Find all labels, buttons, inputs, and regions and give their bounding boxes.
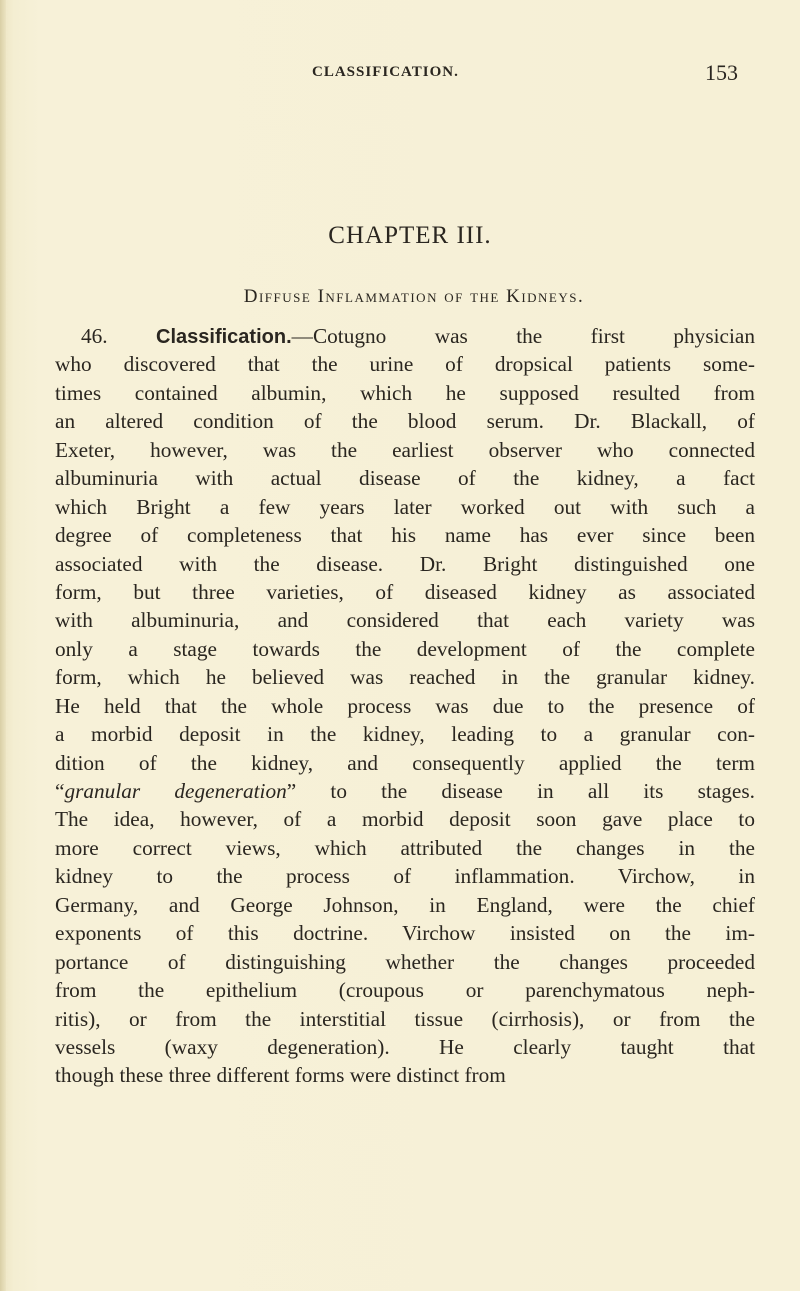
text-line: He held that the whole process was due to the presence of bbox=[55, 693, 755, 718]
running-title: CLASSIFICATION. bbox=[312, 64, 459, 80]
text-line: form, which he believed was reached in the granular kidney. bbox=[55, 665, 755, 690]
text-line: degree of completeness that his name has ever since been bbox=[55, 523, 755, 548]
text-line: albuminuria with actual disease of the kidney, a fact bbox=[55, 466, 755, 491]
chapter-title: CHAPTER III. bbox=[328, 222, 492, 249]
text-line: times contained albumin, which he supposed resulted from bbox=[55, 380, 755, 405]
heading-dash: — bbox=[291, 324, 313, 348]
text-line-italic-term bbox=[55, 777, 755, 805]
text-line: vessels (waxy degeneration). He clearly taught that bbox=[55, 1034, 755, 1059]
text-line: dition of the kidney, and consequently applied the term bbox=[55, 750, 755, 775]
close-quote: ” bbox=[286, 779, 297, 803]
text-line bbox=[55, 322, 755, 350]
text-line: form, but three varieties, of diseased kidney as associated bbox=[55, 579, 755, 604]
text-line: an altered condition of the blood serum. Dr. Blackall, of bbox=[55, 409, 755, 434]
page-number: 153 bbox=[705, 60, 738, 85]
text-line: Exeter, however, was the earliest observer who connected bbox=[55, 437, 755, 462]
text-line: ritis), or from the interstitial tissue (cirrhosis), or from the bbox=[55, 1006, 755, 1031]
page-spine-shadow bbox=[0, 0, 6, 1291]
text-line: kidney to the process of inflammation. Virchow, in bbox=[55, 864, 755, 889]
paragraph-number: 46. bbox=[81, 324, 108, 348]
paragraph-heading: Classification. bbox=[156, 326, 292, 348]
text-line: from the epithelium (croupous or parenchymatous neph- bbox=[55, 978, 755, 1003]
text-line-content: Cotugno was the first physician bbox=[312, 324, 755, 348]
text-line: portance of distinguishing whether the changes proceeded bbox=[55, 949, 755, 974]
text-line: exponents of this doctrine. Virchow insisted on the im- bbox=[55, 921, 755, 946]
text-line: though these three different forms were distinct from bbox=[55, 1063, 506, 1088]
text-line: who discovered that the urine of dropsical patients some- bbox=[55, 352, 755, 377]
running-head bbox=[0, 60, 800, 90]
text-line: which Bright a few years later worked out with such a bbox=[55, 494, 755, 519]
open-quote: “ bbox=[55, 779, 65, 803]
text-line: with albuminuria, and considered that each variety was bbox=[55, 608, 755, 633]
section-title: Diffuse Inflammation of the Kidneys. bbox=[243, 286, 585, 307]
body-paragraph bbox=[55, 322, 755, 1090]
italic-term: granular degeneration bbox=[64, 779, 287, 803]
text-line: more correct views, which attributed the changes in the bbox=[55, 835, 755, 860]
text-line-content: to the disease in all its stages. bbox=[296, 779, 755, 803]
text-line: a morbid deposit in the kidney, leading to a granular con- bbox=[55, 722, 755, 747]
text-line: The idea, however, of a morbid deposit soon gave place to bbox=[55, 807, 755, 832]
text-line: only a stage towards the development of the complete bbox=[55, 636, 755, 661]
text-line: associated with the disease. Dr. Bright distinguished one bbox=[55, 551, 755, 576]
text-line: Germany, and George Johnson, in England, were the chief bbox=[55, 892, 755, 917]
